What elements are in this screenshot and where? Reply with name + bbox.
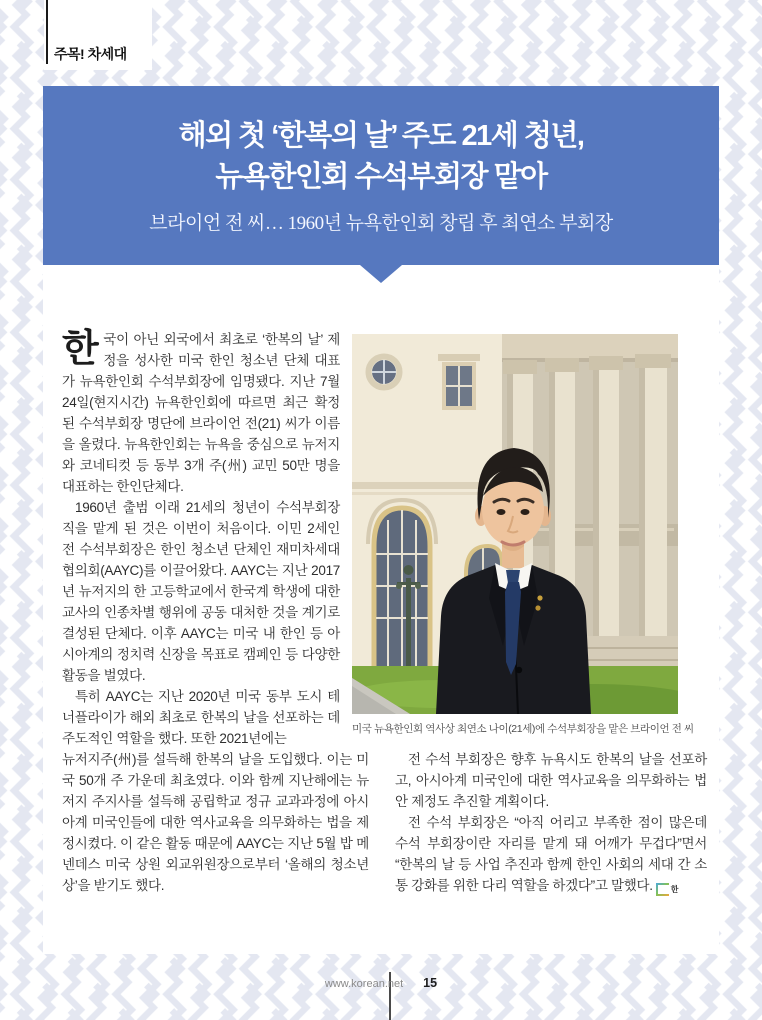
photo-caption: 미국 뉴욕한인회 역사상 최연소 나이(21세)에 수석부회장을 맡은 브라이언 전 씨 <box>352 723 694 735</box>
paragraph-1: 한국이 아닌 외국에서 최초로 ‘한복의 날’ 제정을 성사한 미국 한인 청소년 단체 대표가 뉴욕한인회 수석부회장에 임명됐다. 지난 7월 24일(현지시간) 뉴욕한인회에 따르면 최근 확정된 수석부회장 명단에 브라이언 전(21) 씨가 이름을 올렸다. 뉴욕한인회는 뉴욕을 중심으로 뉴저지와 코네티컷 등 동부 3개 주(州) 교민 50만 명을 대표하는 한인단체다. <box>62 328 340 494</box>
headline-banner <box>43 86 719 265</box>
content-card <box>43 86 719 954</box>
article-photo <box>352 334 678 714</box>
banner-pointer <box>360 265 402 283</box>
upper-section <box>62 329 705 749</box>
page-footer <box>0 976 762 990</box>
article-body <box>43 265 719 896</box>
section-kicker: 주목! 차세대 <box>54 46 127 62</box>
article-title-line2: 뉴욕한인회 수석부회장 맡아 <box>215 161 547 193</box>
article-title <box>179 116 584 198</box>
paragraph-5: 전 수석 부회장은 “아직 어리고 부족한 점이 많은데 수석 부회장이란 자리를 맡게 돼 어깨가 무겁다”면서 “한복의 날 등 사업 추진과 함께 한인 사회의 세대 간 소통 강화를 위한 다리 역할을 하겠다”고 말했다. 한 <box>395 815 707 894</box>
end-of-article-icon: 한 <box>656 883 669 896</box>
kicker-rule <box>46 0 48 64</box>
paragraph-3: 특히 AAYC는 지난 2020년 미국 동부 도시 테너플라이가 해외 최초로 한복의 날을 선포하는 데 주도적인 역할을 했다. 또한 2021년에는 <box>62 689 340 746</box>
page-number: 15 <box>423 976 438 990</box>
lower-section <box>62 749 705 896</box>
paragraph-3-continued: 뉴저지주(州)를 설득해 한복의 날을 도입했다. 이는 미국 50개 주 가운데 최초였다. 이와 함께 지난해에는 뉴저지 주지사를 설득해 공립학교 정규 교과과정에 아시아계 미국인들에 대한 역사교육을 의무화하는 법을 제정시켰다. 이 같은 활동 때문에 AAYC는 지난 5월 밥 메넨데스 미국 상원 외교위원장으로부터 ‘올해의 청소년 상’을 받기도 했다. <box>62 752 369 893</box>
article-title-line1: 해외 첫 ‘한복의 날’ 주도 21세 청년, <box>178 120 584 152</box>
article-photo-figure <box>352 329 694 736</box>
text-column-lower-left <box>62 749 369 896</box>
article-subtitle: 브라이언 전 씨… 1960년 뉴욕한인회 창립 후 최연소 부회장 <box>149 213 613 234</box>
footer-url: www.korean.net <box>324 978 404 990</box>
text-column-lower-right <box>395 749 707 896</box>
paragraph-4: 전 수석 부회장은 향후 뉴욕시도 한복의 날을 선포하고, 아시아계 미국인에 대한 역사교육을 의무화하는 법안 제정도 추진할 계획이다. <box>395 752 707 809</box>
paragraph-2: 1960년 출범 이래 21세의 청년이 수석부회장 직을 맡게 된 것은 이번이 처음이다. 이민 2세인 전 수석부회장은 한인 청소년 단체인 재미차세대협의회(AAYC)를 이끌어왔다. AAYC는 지난 2017년 뉴저지의 한 고등학교에서 한국계 학생에 대한 교사의 인종차별 행위에 공동 대처한 것을 계기로 결성된 단체다. 이후 AAYC는 미국 내 한인 등 아시아계의 정치력 신장을 목표로 캠페인 등 다양한 활동을 벌였다. <box>62 500 340 683</box>
drop-cap: 한 <box>62 328 99 370</box>
text-column-narrow <box>62 329 340 749</box>
